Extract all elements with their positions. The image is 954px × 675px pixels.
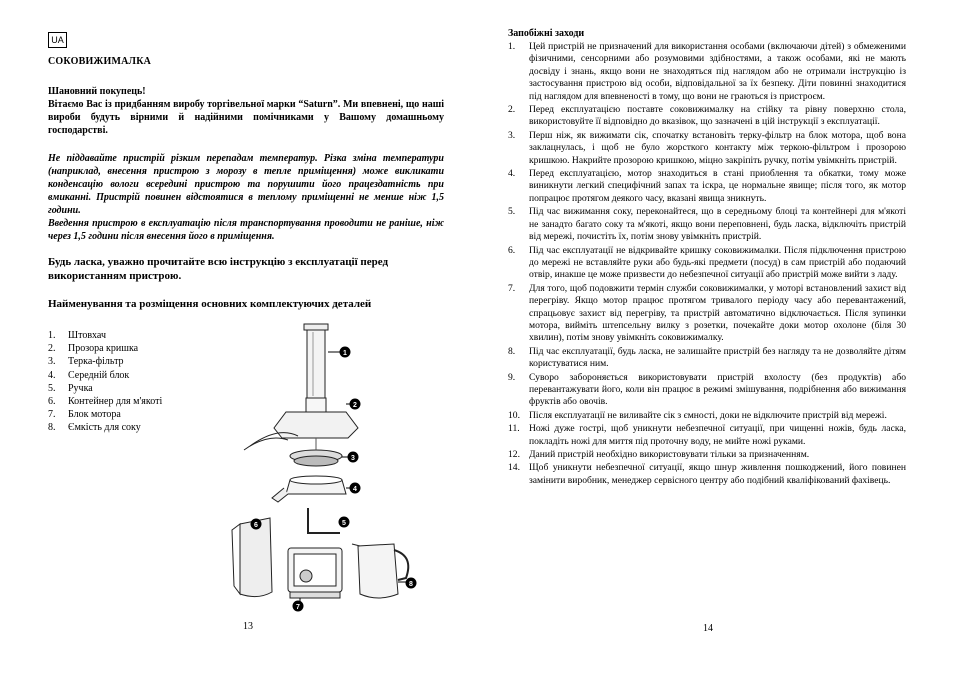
safety-rule: 2. Перед експлуатацією поставте соковижималку на стійку та рівну поверхню стола, використовуйте її відповідно до вказівок, що зазначені в цій інструкції з експлуатації.	[508, 104, 906, 128]
parts-list-item: 6. Контейнер для м'якоті	[48, 396, 163, 408]
pulp-container-illustration	[232, 518, 272, 597]
page-number-left: 13	[243, 621, 253, 632]
warning-paragraph-1: Не піддавайте пристрій різким перепадам температур. Різка зміна температури (наприклад, внесення пристрою з морозу в тепле приміщення) може викликати конденсацію вологи всередині пристрою та порушити його працездатність при вмиканні. Пристрій повинен відстоятися в теплому приміщенні не менше ніж 1,5 години.	[48, 153, 444, 216]
juicer-exploded-diagram	[228, 318, 418, 614]
svg-text:4: 4	[353, 486, 357, 493]
cover-illustration	[244, 398, 358, 450]
greeting-salutation: Шановний покупець!	[48, 86, 146, 97]
safety-rule: 7. Для того, щоб подовжити термін служби соковижималки, у моторі встановлений захист від перегріву. Якщо мотор працює протягом тривалого періоду часу або перевантажений, спрацьовує захист від перегріву, та пристрій автоматично відключається. Після зупинки мотора, вийміть штепсельну вилку з розетки, почекайте доки мотор охолоне (біля 30 хвилин), потім знову увімкніть соковижималку.	[508, 282, 906, 344]
parts-list-item: 1. Штовхач	[48, 330, 106, 341]
parts-list-item: 8. Ємкість для соку	[48, 422, 141, 434]
parts-list-item: 5. Ручка	[48, 382, 93, 394]
middle-block-illustration	[272, 476, 346, 502]
callout-7	[293, 598, 303, 611]
motor-base-illustration	[288, 548, 342, 598]
callout-4	[346, 483, 360, 493]
safety-rules-list	[508, 41, 906, 488]
safety-heading: Запобіжні заходи	[508, 28, 585, 39]
warning-paragraph-2: Введення пристрою в експлуатацію після транспортування проводити не раніше, ніж через 1,5 години після внесення його в приміщення.	[48, 218, 444, 242]
svg-text:6: 6	[254, 522, 258, 529]
safety-rule: 10. Після експлуатації не виливайте сік з ємності, доки не відключите пристрій від мережі.	[508, 409, 887, 421]
safety-rule: 8. Під час експлуатації, будь ласка, не залишайте пристрій без нагляду та не дозволяйте дітям користуватися ним.	[508, 345, 906, 370]
greeting-block	[48, 85, 444, 137]
parts-heading: Найменування та розміщення основних комплектуючих деталей	[48, 298, 372, 310]
page-title: СОКОВИЖИМАЛКА	[48, 56, 152, 67]
callout-1	[328, 347, 350, 357]
pusher-illustration	[304, 324, 328, 398]
svg-text:2: 2	[353, 402, 357, 409]
parts-list-item: 4. Середній блок	[48, 369, 130, 381]
handle-illustration	[308, 508, 340, 533]
safety-rule: 3. Перш ніж, як вижимати сік, спочатку встановіть терку-фільтр на блок мотора, щоб вона заклацнулась, і щоб не було жорсткого контакту між теркою-фільтром і прозорою кришкою. Накрийте прозорою кришкою, міцно закріпіть ручку, потім увімкніть пристрій.	[508, 129, 906, 166]
juice-jug-illustration	[352, 544, 408, 598]
parts-list-item: 3. Терка-фільтр	[48, 356, 124, 368]
callout-5	[339, 517, 349, 527]
safety-rule: 6. Під час експлуатації не відкривайте кришку соковижималки. Після підключення пристрою до мережі не вставляйте руки або будь-які предмети (посуд) в сам пристрій або подаючий отвір, инакше це може призвести до небезпечної ситуації або пристрій може вийти з ладу.	[508, 244, 906, 281]
filter-illustration	[290, 438, 342, 466]
svg-text:5: 5	[342, 520, 346, 527]
language-badge: UA	[48, 32, 67, 48]
callout-6	[251, 519, 261, 529]
temperature-warning	[48, 152, 444, 243]
safety-rule: 12. Даний пристрій необхідно використовувати тільки за призначенням.	[508, 449, 810, 460]
read-instruction-note: Будь ласка, уважно прочитайте всю інструкцію з експлуатації перед використанням пристрою.	[48, 256, 389, 282]
svg-text:8: 8	[409, 581, 413, 588]
safety-rule: 9. Суворо забороняється використовувати пристрій вхолосту (без продуктів) або перевантажувати його, коли він працює в режимі змішування, подрібнення або вижимання фруктів або овочів.	[508, 371, 906, 408]
parts-list-item: 7. Блок мотора	[48, 409, 121, 421]
safety-rule: 4. Перед експлуатацією, мотор знаходиться в стані приоблення та обкатки, тому може виникнути легкий специфічний запах та іскра, це нормальне явище; після того, як мотор попрацює протягом деякого часу, вказані явища зникнуть.	[508, 168, 906, 204]
safety-rule: 5. Під час вижимання соку, переконайтеся, що в середньому блоці та контейнері для м'якоті не занадто багато соку та м'якоті, якщо вони переповнені, будь ласка, відключіть пристрій від мережі, почистіть їх, потім знову увімкніть пристрій.	[508, 206, 906, 243]
parts-list	[48, 329, 162, 435]
parts-list-item: 2. Прозора кришка	[48, 343, 139, 355]
svg-text:7: 7	[296, 604, 300, 611]
safety-rule: 1. Цей пристрій не призначений для використання особами (включаючи дітей) з обмеженими фізичними, сенсорними або розумовими здібностями, а також особами, які не мають досвіду і знань, якщо вони не знаходяться під наглядом або не отримали інструкцію із застосування пристрою від особи, відповідальної за їх безпеку. Діти повинні знаходитися під наглядом для впевненості в тому, що вони не граються із пристроєм.	[508, 41, 906, 102]
callout-3	[342, 452, 358, 462]
safety-rule: 11. Ножі дуже гострі, щоб уникнути небезпечної ситуації, при чищенні ножів, будь ласка, покладіть ножі для миття під проточну воду, не мийте ножі руками.	[508, 423, 906, 447]
page-number-right: 14	[703, 623, 713, 634]
svg-text:3: 3	[351, 455, 355, 462]
greeting-text: Вітаємо Вас із придбанням виробу торгівельної марки “Saturn”. Ми впевнені, що наші вироби будуть вірними й надійними помічниками у Вашому домашньому господарстві.	[48, 99, 444, 136]
right-page	[477, 0, 954, 675]
callout-2	[346, 399, 360, 409]
safety-rule: 14. Щоб уникнути небезпечної ситуації, якщо шнур живлення пошкоджений, його повинен замінити виробник, менеджер сервісного центру або подібний кваліфікований фахівець.	[508, 462, 906, 486]
svg-text:1: 1	[343, 350, 347, 357]
